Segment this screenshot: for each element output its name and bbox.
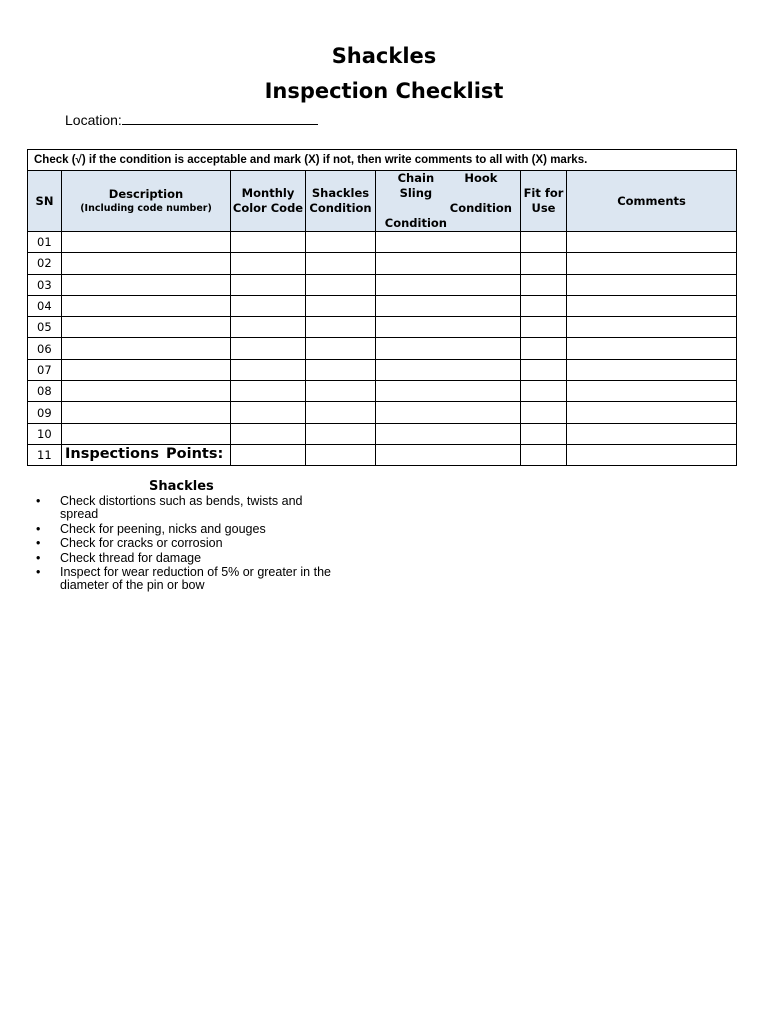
header-shackles-condition [306,171,376,232]
cell-description[interactable] [62,381,231,402]
cell-fit-for-use[interactable] [521,317,567,338]
location-blank-line [122,112,318,125]
cell-comments[interactable] [567,253,737,274]
cell-monthly-color-code[interactable] [231,338,306,359]
cell-comments[interactable] [567,444,737,465]
cell-chain-hook-condition[interactable] [376,274,521,295]
row-sn: 05 [28,317,62,338]
header-monthly-line1: Monthly [241,186,295,200]
row-sn: 07 [28,359,62,380]
header-monthly-color-code [231,171,306,232]
cell-description[interactable] [62,253,231,274]
cell-comments[interactable] [567,381,737,402]
list-item-text: Check for peening, nicks and gouges [60,521,266,536]
inspection-table [27,149,737,466]
cell-description[interactable] [62,338,231,359]
cell-chain-hook-condition[interactable] [376,381,521,402]
header-description [62,171,231,232]
cell-fit-for-use[interactable] [521,359,567,380]
header-sn: SN [28,171,62,232]
cell-monthly-color-code[interactable] [231,295,306,316]
inspection-points-heading: Inspections Points: [65,446,224,462]
cell-shackles-condition[interactable] [306,359,376,380]
cell-monthly-color-code[interactable] [231,423,306,444]
header-description-sub: (Including code number) [80,203,212,214]
list-item-text: Check thread for damage [60,550,202,565]
table-row [28,423,737,444]
header-hook-line1: Hook [464,171,498,185]
header-shackles-line2: Condition [309,201,372,215]
cell-monthly-color-code[interactable] [231,359,306,380]
cell-comments[interactable] [567,232,737,253]
header-description-label: Description [108,187,184,201]
cell-description[interactable] [62,295,231,316]
cell-description[interactable] [62,423,231,444]
table-row [28,359,737,380]
cell-shackles-condition[interactable] [306,402,376,423]
shackles-subheading: Shackles [149,479,214,494]
cell-monthly-color-code[interactable] [231,444,306,465]
header-row [28,171,737,232]
cell-shackles-condition[interactable] [306,317,376,338]
cell-monthly-color-code[interactable] [231,232,306,253]
cell-monthly-color-code[interactable] [231,381,306,402]
row-sn: 10 [28,423,62,444]
cell-comments[interactable] [567,295,737,316]
cell-description[interactable] [62,402,231,423]
instruction-row [28,150,737,171]
list-item [36,537,336,550]
inspection-points-list [36,495,336,594]
cell-fit-for-use[interactable] [521,444,567,465]
header-fit-for-use [521,171,567,232]
cell-fit-for-use[interactable] [521,402,567,423]
cell-comments[interactable] [567,359,737,380]
cell-shackles-condition[interactable] [306,274,376,295]
row-sn: 09 [28,402,62,423]
doc-subtitle: Inspection Checklist [264,79,504,103]
list-item [36,523,336,536]
table-row [28,402,737,423]
list-item [36,495,336,521]
location-label: Location: [65,112,122,128]
cell-chain-hook-condition[interactable] [376,295,521,316]
instruction-text: Check (√) if the condition is acceptable and mark (X) if not, then write comments to all with (X) marks. [28,150,737,171]
cell-comments[interactable] [567,402,737,423]
cell-fit-for-use[interactable] [521,274,567,295]
cell-comments[interactable] [567,317,737,338]
cell-chain-hook-condition[interactable] [376,253,521,274]
table-row [28,253,737,274]
cell-monthly-color-code[interactable] [231,274,306,295]
cell-fit-for-use[interactable] [521,295,567,316]
list-item [36,566,336,592]
cell-fit-for-use[interactable] [521,381,567,402]
cell-monthly-color-code[interactable] [231,402,306,423]
header-fit-line1: Fit for [523,186,564,200]
header-chain-sling [382,171,450,231]
bullet-icon: • [36,536,41,550]
header-chain-line1: Chain Sling [397,171,435,200]
cell-chain-hook-condition[interactable] [376,232,521,253]
row-sn: 11 [28,444,62,465]
list-item [36,552,336,565]
bullet-icon: • [36,550,41,565]
table-row [28,232,737,253]
cell-fit-for-use[interactable] [521,338,567,359]
cell-fit-for-use[interactable] [521,423,567,444]
header-shackles-line1: Shackles [311,186,370,200]
row-sn: 02 [28,253,62,274]
cell-monthly-color-code[interactable] [231,317,306,338]
list-item-text: Check distortions such as bends, twists and spread [60,494,303,521]
cell-monthly-color-code[interactable] [231,253,306,274]
header-monthly-line2: Color Code [232,201,304,215]
table-row [28,295,737,316]
cell-fit-for-use[interactable] [521,232,567,253]
table-row [28,381,737,402]
header-chain-line2: Condition [384,216,447,230]
cell-chain-hook-condition[interactable] [376,359,521,380]
cell-comments[interactable] [567,274,737,295]
location-field [65,112,318,128]
header-hook-line2: Condition [449,201,512,215]
cell-shackles-condition[interactable] [306,444,376,465]
cell-chain-hook-condition[interactable] [376,444,521,465]
table-row [28,338,737,359]
cell-chain-hook-condition[interactable] [376,423,521,444]
table-row [28,274,737,295]
cell-chain-hook-condition[interactable] [376,402,521,423]
doc-title: Shackles [331,44,437,68]
cell-description[interactable] [62,232,231,253]
header-hook [450,171,512,231]
cell-shackles-condition[interactable] [306,423,376,444]
header-chain-hook-condition [376,171,521,232]
cell-fit-for-use[interactable] [521,253,567,274]
cell-shackles-condition[interactable] [306,232,376,253]
header-fit-line2: Use [531,201,556,215]
cell-shackles-condition[interactable] [306,295,376,316]
row-sn: 04 [28,295,62,316]
bullet-icon: • [36,494,41,508]
cell-shackles-condition[interactable] [306,253,376,274]
row-sn: 06 [28,338,62,359]
list-item-text: Inspect for wear reduction of 5% or greater in the diameter of the pin or bow [60,565,331,592]
row-sn: 03 [28,274,62,295]
cell-chain-hook-condition[interactable] [376,317,521,338]
cell-shackles-condition[interactable] [306,338,376,359]
row-sn: 01 [28,232,62,253]
cell-description[interactable] [62,359,231,380]
cell-description[interactable] [62,317,231,338]
list-item-text: Check for cracks or corrosion [60,536,223,550]
row-sn: 08 [28,381,62,402]
bullet-icon: • [36,521,41,536]
cell-comments[interactable] [567,423,737,444]
cell-shackles-condition[interactable] [306,381,376,402]
cell-description[interactable] [62,274,231,295]
header-comments: Comments [567,171,737,232]
bullet-icon: • [36,565,41,579]
cell-comments[interactable] [567,338,737,359]
table-row [28,317,737,338]
cell-chain-hook-condition[interactable] [376,338,521,359]
